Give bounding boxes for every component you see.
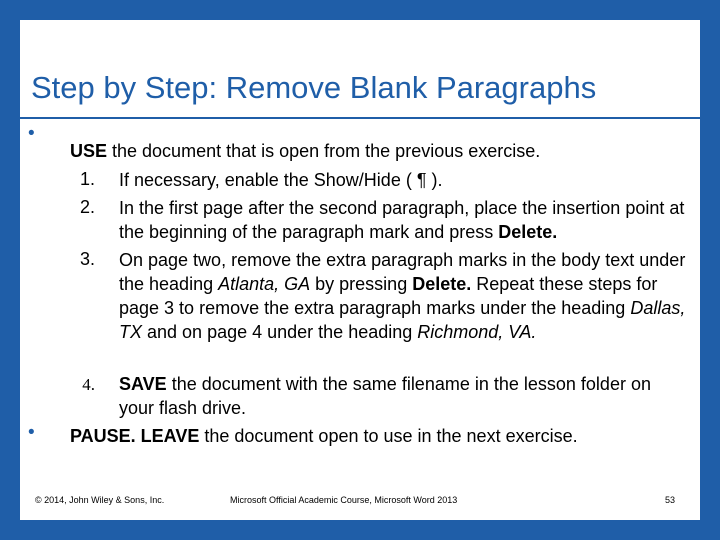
- step-4-text: SAVE the document with the same filename in the lesson folder on your flash drive.: [119, 374, 651, 418]
- title-divider: [20, 117, 700, 119]
- step-number: 1.: [79, 169, 95, 189]
- bullet-bold: USE: [70, 141, 108, 161]
- slide-title: Step by Step: Remove Blank Paragraphs: [31, 70, 597, 105]
- step-number: 2.: [79, 197, 95, 217]
- slide: [20, 20, 700, 520]
- bullet-text: the document open to use in the next exercise.: [199, 426, 578, 446]
- step-2-text: In the first page after the second paragraph, place the insertion point at the beginning of the paragraph mark and press Delete.: [119, 198, 685, 242]
- bullet-icon: •: [28, 123, 35, 144]
- step-number: 3.: [79, 249, 95, 269]
- bullet-bold: PAUSE. LEAVE: [70, 426, 200, 446]
- step-number: 4.: [82, 375, 95, 394]
- bullet-item-use: [70, 140, 540, 163]
- bullet-icon: •: [28, 422, 35, 443]
- footer-page-number: 53: [665, 495, 676, 505]
- footer-course: Microsoft Official Academic Course, Microsoft Word 2013: [230, 495, 458, 505]
- footer-copyright: © 2014, John Wiley & Sons, Inc.: [35, 495, 165, 505]
- step-3-text: On page two, remove the extra paragraph marks in the body text under the heading Atlanta, GA by pressing Delete. Repeat these steps for page 3 to remove the extra paragraph marks under the heading Dallas, TX and on page 4 under the heading Richmond, VA.: [119, 250, 686, 342]
- bullet-text: the document that is open from the previous exercise.: [107, 141, 541, 161]
- bullet-item-pause: [70, 425, 578, 448]
- step-1-text: If necessary, enable the Show/Hide ( ¶ ).: [119, 170, 443, 190]
